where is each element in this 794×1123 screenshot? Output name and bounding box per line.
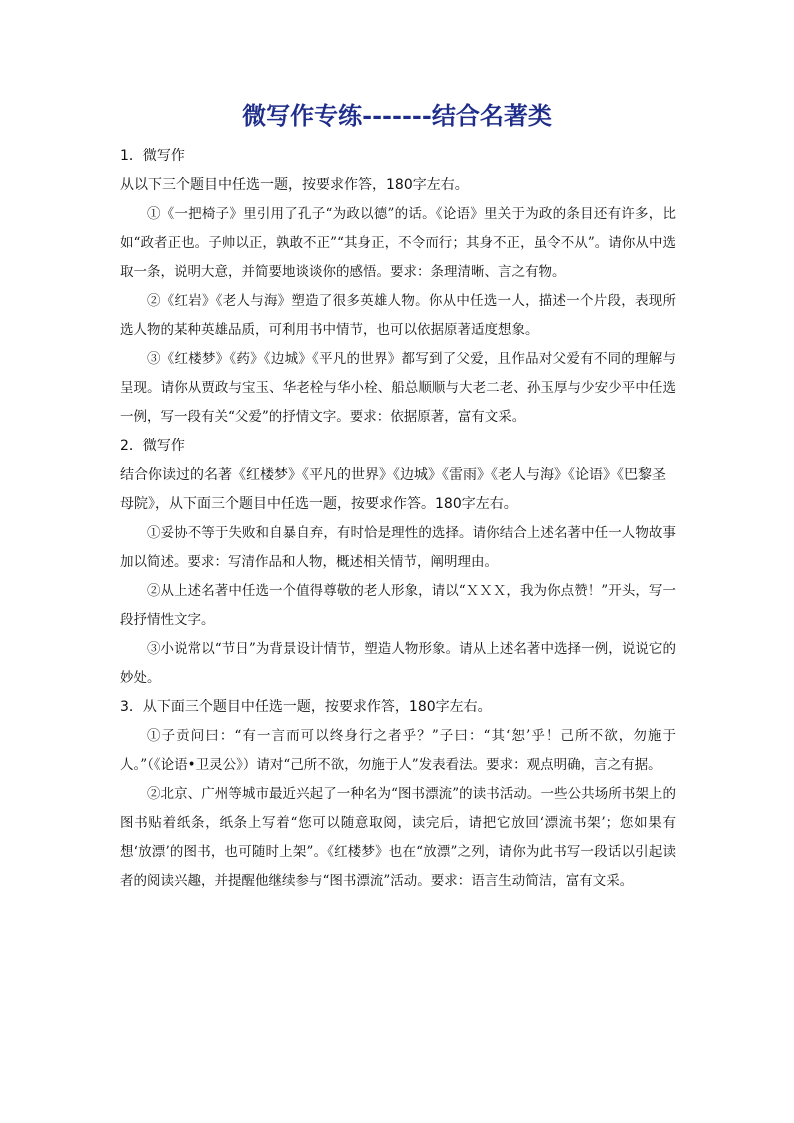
section-1-heading: 1．微写作 — [120, 148, 185, 164]
section-3-item-2: ②北京、广州等城市最近兴起了一种名为“图书漂流”的读书活动。一些公共场所书架上的图书贴着纸条，纸条上写着“您可以随意取阅，读完后，请把它放回‘漂流书架’；您如果有想‘放漂’的图书，也可随时上架”。《红楼梦》也在“放漂”之列，请你为此书写一段话以引起读者的阅读兴趣，并提醒他继续参与“图书漂流”活动。要求：语言生动简洁，富有文采。 — [120, 786, 676, 889]
section-2-item-1: ①妥协不等于失败和自暴自弃，有时恰是理性的选择。请你结合上述名著中任一人物故事加以简述。要求：写清作品和人物，概述相关情节，阐明理由。 — [120, 525, 676, 570]
section-3-item-1: ①子贡问曰：“有一言而可以终身行之者乎？”子曰：“其‘恕’乎！己所不欲，勿施于人。”（《论语•卫灵公》）请对“己所不欲，勿施于人”发表看法。要求：观点明确，言之有据。 — [120, 728, 676, 773]
section-2-item-2: ②从上述名著中任选一个值得尊敬的老人形象，请以“ＸＸＸ，我为你点赞！”开头，写一段抒情性文字。 — [120, 583, 676, 628]
document-title: 微写作专练-------结合名著类 — [242, 101, 552, 130]
section-3-instruction: 3．从下面三个题目中任选一题，按要求作答，180字左右。 — [120, 699, 492, 715]
section-2-instruction: 结合你读过的名著《红楼梦》《平凡的世界》《边城》《雷雨》《老人与海》《论语》《巴黎圣母院》，从下面三个题目中任选一题，按要求作答。180字左右。 — [120, 467, 666, 512]
section-2-heading: 2．微写作 — [120, 438, 185, 454]
section-2-item-3: ③小说常以“节日”为背景设计情节，塑造人物形象。请从上述名著中选择一例，说说它的妙处。 — [120, 641, 676, 686]
document-body — [120, 142, 676, 896]
section-1-item-2: ②《红岩》《老人与海》塑造了很多英雄人物。你从中任选一人，描述一个片段，表现所选人物的某种英雄品质，可利用书中情节，也可以依据原著适度想象。 — [120, 293, 676, 338]
section-1-item-1: ①《一把椅子》里引用了孔子“为政以德”的话。《论语》里关于为政的条目还有许多，比如“政者正也。子帅以正，孰敢不正”“其身正，不令而行；其身不正，虽令不从”。请你从中选取一条，说明大意，并简要地谈谈你的感悟。要求：条理清晰、言之有物。 — [120, 206, 676, 280]
section-1-item-3: ③《红楼梦》《药》《边城》《平凡的世界》都写到了父爱，且作品对父爱有不同的理解与呈现。请你从贾政与宝玉、华老栓与华小栓、船总顺顺与大老二老、孙玉厚与少安少平中任选一例，写一段有关“父爱”的抒情文字。要求：依据原著，富有文采。 — [120, 351, 676, 425]
section-1-instruction: 从以下三个题目中任选一题，按要求作答，180字左右。 — [120, 177, 469, 193]
